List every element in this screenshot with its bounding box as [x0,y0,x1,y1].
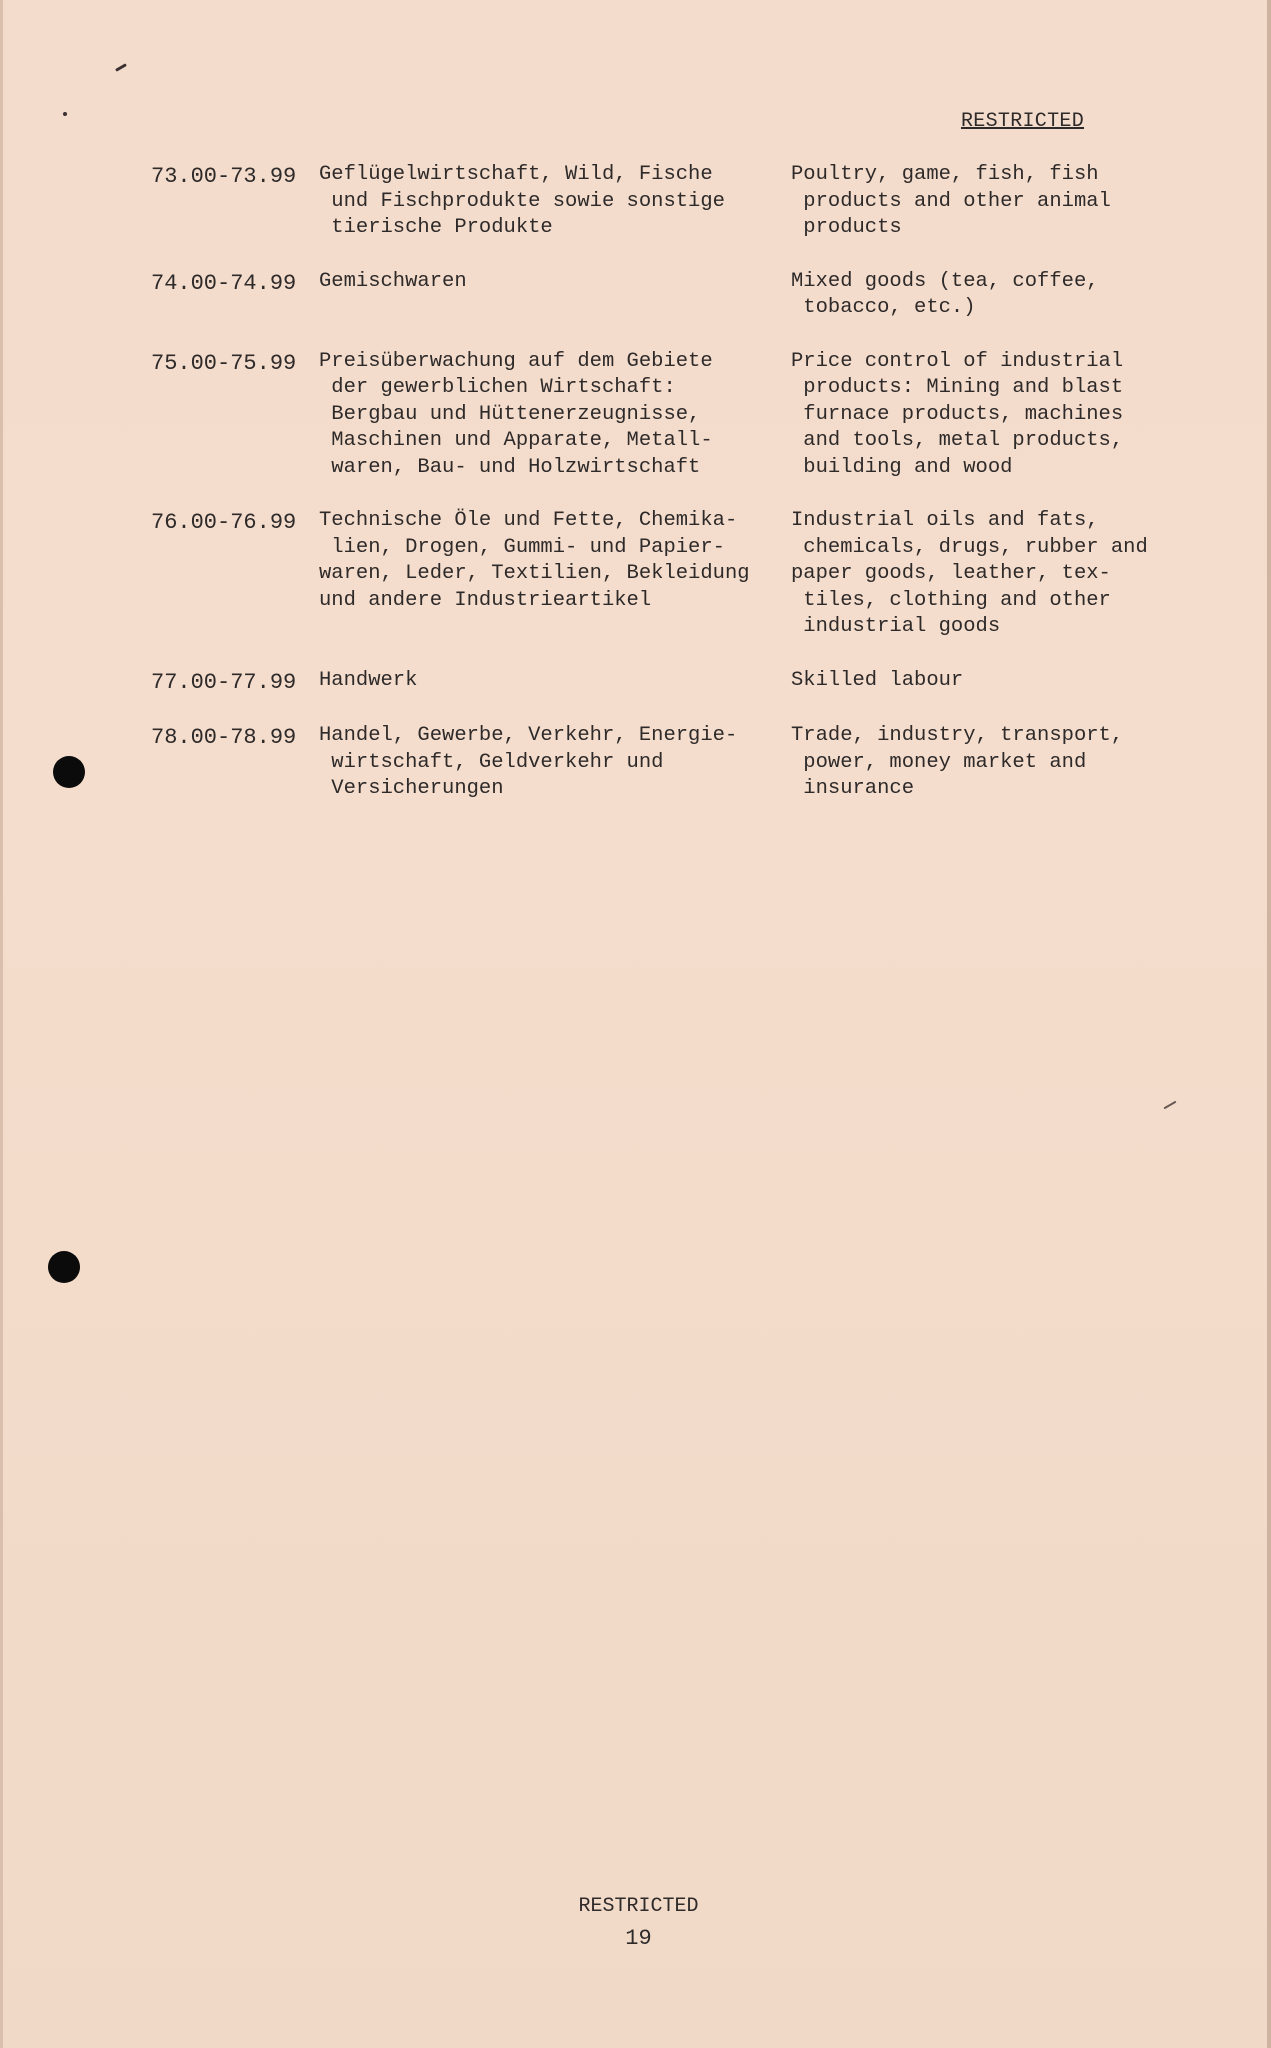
entry-code: 74.00-74.99 [151,270,297,296]
entry-english: Skilled labour [791,668,964,692]
entry-code: 77.00-77.99 [151,669,297,695]
entry-german: Technische Öle und Fette, Chemika- lien, Drogen, Gummi- und Papier- waren, Leder, Textilien, Bekleidung und andere Industrieartikel [319,509,750,612]
table-row [151,162,1191,242]
ink-mark [63,112,67,116]
header-classification: RESTRICTED [961,110,1085,133]
entry-german: Gemischwaren [319,269,467,293]
classification-table [151,162,1191,830]
entry-german: Preisüberwachung auf dem Gebiete der gewerblichen Wirtschaft: Bergbau und Hüttenerzeugnisse, Maschinen und Apparate, Metall- waren, Bau- und Holzwirtschaft [319,349,713,479]
entry-english: Industrial oils and fats, chemicals, drugs, rubber and paper goods, leather, tex- tiles, clothing and other industrial goods [791,509,1148,638]
entry-code: 73.00-73.99 [151,164,297,189]
binder-hole [53,756,85,788]
table-row [151,723,1191,803]
table-row [151,349,1191,482]
footer-classification: RESTRICTED [578,1895,699,1918]
entry-english: Mixed goods (tea, coffee, tobacco, etc.) [791,269,1099,319]
entry-code: 76.00-76.99 [151,510,297,535]
table-row [151,508,1191,641]
entry-code: 78.00-78.99 [151,725,297,750]
binder-hole [48,1251,80,1283]
page-number: 19 [625,1926,652,1951]
entry-english: Price control of industrial products: Mining and blast furnace products, machines and tools, metal products, building and wood [791,349,1124,479]
table-row [151,668,1191,697]
entry-german: Geflügelwirtschaft, Wild, Fische und Fischprodukte sowie sonstige tierische Produkte [319,163,725,239]
ink-mark [115,63,127,72]
entry-code: 75.00-75.99 [151,350,297,376]
entry-english: Poultry, game, fish, fish products and other animal products [791,163,1111,239]
entry-german: Handel, Gewerbe, Verkehr, Energie- wirtschaft, Geldverkehr und Versicherungen [319,724,738,800]
entry-german: Handwerk [319,668,418,692]
table-row [151,269,1191,322]
ink-mark [1163,1101,1176,1110]
entry-english: Trade, industry, transport, power, money market and insurance [791,724,1124,800]
